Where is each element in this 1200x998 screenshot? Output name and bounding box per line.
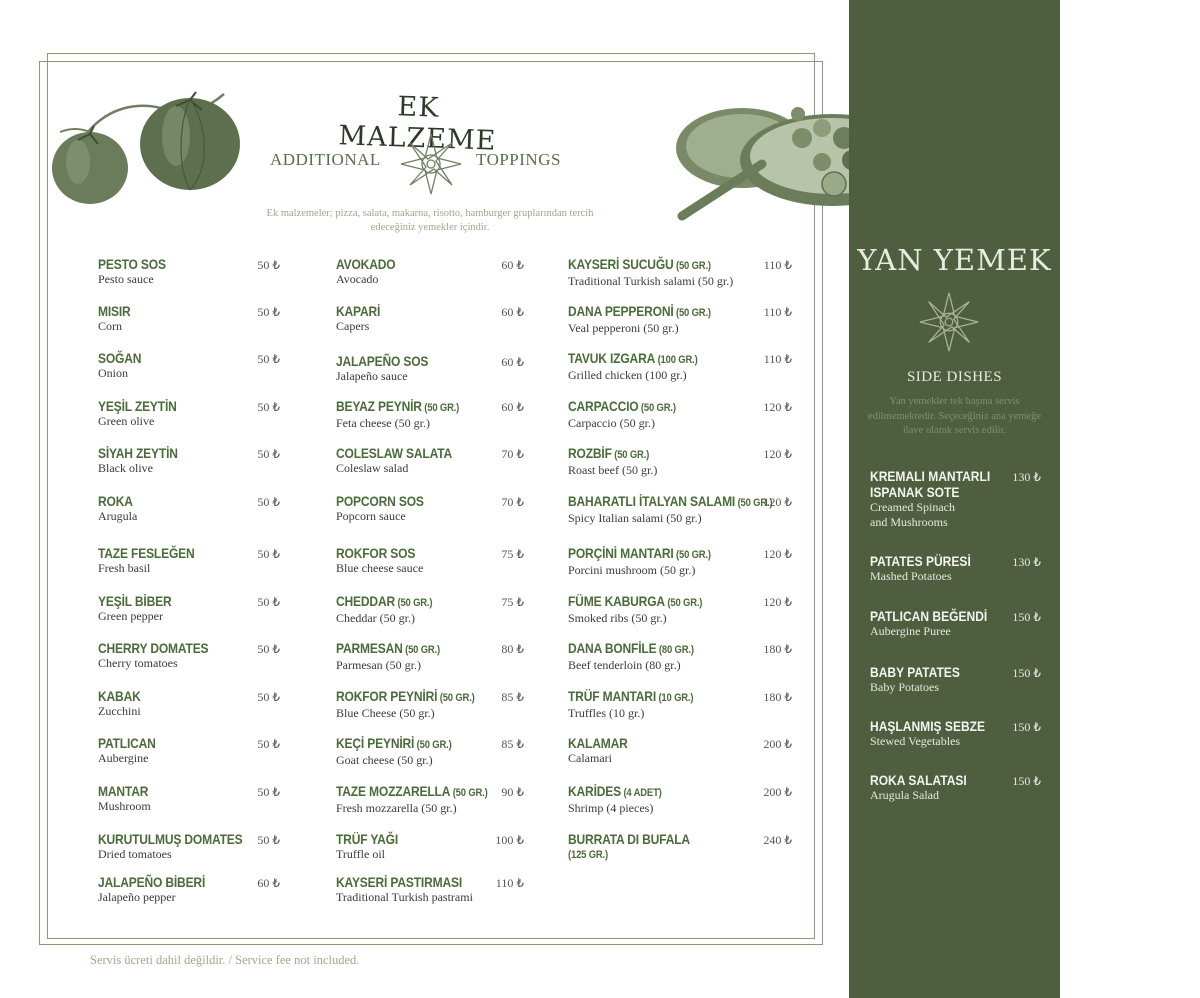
item-name	[336, 831, 398, 847]
item-price: 180 ₺	[763, 690, 792, 704]
item-quantity: (10 GR.)	[656, 692, 694, 704]
menu-item	[98, 545, 210, 576]
item-name	[568, 545, 711, 563]
item-price: 75 ₺	[501, 547, 524, 561]
item-name-text: DANA BONFİLE	[568, 640, 657, 656]
side-dish-price: 130 ₺	[1012, 555, 1041, 569]
side-dish-description: Baby Potatoes	[870, 680, 939, 694]
item-name-text: SOĞAN	[98, 350, 142, 366]
item-name-text: CHEDDAR	[336, 593, 396, 609]
item-description: Popcorn sauce	[336, 509, 406, 523]
item-description: Dried tomatoes	[98, 847, 172, 861]
menu-item	[568, 303, 734, 336]
menu-item	[568, 350, 719, 383]
item-name	[568, 256, 711, 274]
item-name-text: POPCORN SOS	[336, 493, 424, 509]
item-price: 50 ₺	[257, 547, 280, 561]
item-quantity: (50 GR.)	[673, 260, 711, 272]
page-title: EK MALZEME	[338, 91, 497, 157]
star-ornament-icon	[399, 132, 463, 196]
item-name	[336, 445, 452, 461]
menu-item	[98, 398, 189, 429]
item-description: Aubergine	[98, 751, 149, 765]
item-name-text: ROKFOR PEYNİRİ	[336, 688, 438, 704]
item-price: 50 ₺	[257, 833, 280, 847]
item-description: Goat cheese (50 gr.)	[336, 753, 433, 767]
item-name-text: KURUTULMUŞ DOMATES	[98, 831, 243, 847]
subtitle-right: TOPPINGS	[476, 150, 561, 169]
item-description: Roast beef (50 gr.)	[568, 463, 658, 477]
item-price: 60 ₺	[501, 305, 524, 319]
item-description: Corn	[98, 319, 122, 333]
side-note: Yan yemekler tek başına servis edilmemektedir. Seçeceğiniz ana yemeğe ilave olarak servis edilir.	[867, 396, 1042, 436]
item-description: Truffle oil	[336, 847, 386, 861]
item-name-text: BEYAZ PEYNİR	[336, 398, 422, 414]
menu-item	[336, 445, 471, 476]
item-name	[98, 493, 133, 509]
item-description: Jalapeño sauce	[336, 369, 408, 383]
menu-item	[568, 445, 662, 478]
item-description: Fresh basil	[98, 561, 151, 575]
item-description: Avocado	[336, 272, 379, 286]
item-name-text: KAYSERİ PASTIRMASI	[336, 874, 463, 890]
item-name	[568, 688, 693, 706]
item-description: Pesto sauce	[98, 272, 154, 286]
menu-item	[336, 874, 483, 905]
item-name	[98, 303, 131, 319]
menu-item	[336, 735, 470, 768]
side-dish-description: Aubergine Puree	[870, 624, 951, 638]
item-price: 80 ₺	[501, 642, 524, 656]
item-quantity: (50 GR.)	[414, 739, 452, 751]
item-name	[98, 640, 208, 656]
item-price: 50 ₺	[257, 690, 280, 704]
menu-item	[98, 640, 226, 671]
side-dish-name: BABY PATATES	[870, 664, 960, 680]
item-name-text: KAPARİ	[336, 303, 381, 319]
item-description: Smoked ribs (50 gr.)	[568, 611, 667, 625]
menu-item	[568, 735, 637, 766]
item-name-text: PORÇİNİ MANTARI	[568, 545, 674, 561]
item-price: 200 ₺	[763, 737, 792, 751]
service-fee-note: Servis ücreti dahil değildir. / Service fee not included.	[90, 953, 360, 967]
item-price: 50 ₺	[257, 642, 280, 656]
item-description: Capers	[336, 319, 370, 333]
item-quantity: (50 GR.)	[421, 402, 460, 414]
side-dish-description: Arugula Salad	[870, 788, 939, 802]
side-dish-description: Creamed Spinach	[870, 500, 955, 514]
item-name	[336, 545, 415, 561]
item-name-text: TRÜF YAĞI	[336, 831, 399, 847]
item-description: Blue Cheese (50 gr.)	[336, 706, 435, 720]
item-price: 120 ₺	[763, 447, 792, 461]
item-description: Onion	[98, 366, 128, 380]
item-name-text: ROZBİF	[568, 445, 612, 461]
item-price: 75 ₺	[501, 595, 524, 609]
item-price: 50 ₺	[257, 447, 280, 461]
menu-item	[98, 350, 148, 381]
menu-item	[568, 640, 714, 673]
item-price: 90 ₺	[501, 785, 524, 799]
item-price: 50 ₺	[257, 400, 280, 414]
item-price: 50 ₺	[257, 495, 280, 509]
item-name	[568, 640, 694, 658]
item-description: Traditional Turkish salami (50 gr.)	[568, 274, 734, 288]
item-name	[98, 874, 205, 890]
item-name-text: TAZE FESLEĞEN	[98, 545, 195, 561]
item-description: Zucchini	[98, 704, 141, 718]
item-price: 240 ₺	[763, 833, 792, 847]
item-price: 50 ₺	[257, 785, 280, 799]
item-name-text: PARMESAN	[336, 640, 403, 656]
subtitle-left: ADDITIONAL	[270, 150, 381, 169]
menu-item	[336, 256, 405, 287]
intro-text: Ek malzemeler; pizza, salata, makarna, risotto, hamburger gruplarından tercih edeceğiniz yemekler içindir.	[266, 208, 594, 233]
item-quantity: (100 GR.)	[655, 354, 698, 366]
star-ornament-icon	[918, 291, 980, 353]
item-name-text: KARİDES	[568, 783, 621, 799]
item-name	[568, 593, 702, 611]
item-description: Carpaccio (50 gr.)	[568, 416, 655, 430]
side-dish-description-line2: and Mushrooms	[870, 515, 948, 529]
item-quantity: (50 GR.)	[402, 644, 440, 656]
side-dish-price: 150 ₺	[1012, 610, 1041, 624]
item-name	[568, 783, 662, 801]
item-name-text: SİYAH ZEYTİN	[98, 445, 178, 461]
menu-item	[568, 831, 710, 863]
item-name	[336, 688, 475, 706]
side-dish-name: HAŞLANMIŞ SEBZE	[870, 718, 986, 734]
item-name	[98, 445, 178, 461]
menu-item	[336, 493, 438, 524]
side-dish-price: 130 ₺	[1012, 470, 1041, 484]
item-price: 120 ₺	[763, 595, 792, 609]
item-name-text: BURRATA DI BUFALA	[568, 831, 690, 847]
item-description: Cheddar (50 gr.)	[336, 611, 415, 625]
side-title: YAN YEMEK	[857, 243, 1052, 277]
item-name-text: PESTO SOS	[98, 256, 166, 272]
item-name-text: YEŞİL BİBER	[98, 593, 172, 609]
item-name-text: FÜME KABURGA	[568, 593, 665, 609]
item-description: Veal pepperoni (50 gr.)	[568, 321, 679, 335]
item-name-text: CHERRY DOMATES	[98, 640, 209, 656]
item-description: Truffles (10 gr.)	[568, 706, 645, 720]
item-name-text: DANA PEPPERONİ	[568, 303, 674, 319]
menu-item	[98, 593, 183, 624]
menu-item	[568, 398, 693, 431]
item-description: Porcini mushroom (50 gr.)	[568, 563, 696, 577]
item-price: 120 ₺	[763, 547, 792, 561]
item-name-text: ROKA	[98, 493, 133, 509]
tomato-illustration	[48, 88, 244, 208]
side-dish-name: PATLICAN BEĞENDİ	[870, 608, 988, 624]
item-name-text: TRÜF MANTARI	[568, 688, 657, 704]
item-price: 50 ₺	[257, 258, 280, 272]
item-description: Blue cheese sauce	[336, 561, 424, 575]
item-name	[336, 874, 462, 890]
item-price: 60 ₺	[257, 876, 280, 890]
item-name-text: YEŞİL ZEYTİN	[98, 398, 177, 414]
item-name	[98, 735, 156, 751]
side-subtitle: SIDE DISHES	[906, 369, 1003, 385]
item-price: 60 ₺	[501, 258, 524, 272]
item-price: 120 ₺	[763, 495, 792, 509]
item-name	[568, 350, 698, 368]
item-price: 110 ₺	[763, 352, 792, 366]
item-description: Green pepper	[98, 609, 163, 623]
item-name-text: BAHARATLI İTALYAN SALAMI	[568, 493, 736, 509]
item-price: 70 ₺	[501, 447, 524, 461]
item-description: Traditional Turkish pastrami	[336, 890, 473, 904]
item-name	[98, 350, 141, 366]
item-description: Parmesan (50 gr.)	[336, 658, 421, 672]
item-price: 85 ₺	[501, 690, 524, 704]
item-name-text: PATLICAN	[98, 735, 156, 751]
item-price: 110 ₺	[763, 305, 792, 319]
item-quantity: (80 GR.)	[656, 644, 694, 656]
item-price: 85 ₺	[501, 737, 524, 751]
item-description: (125 GR.)	[568, 849, 608, 861]
item-price: 50 ₺	[257, 305, 280, 319]
item-price: 60 ₺	[501, 355, 524, 369]
item-price: 70 ₺	[501, 495, 524, 509]
item-name-text: KEÇİ PEYNİRİ	[336, 735, 415, 751]
menu-item	[98, 874, 223, 905]
item-name-text: KALAMAR	[568, 735, 628, 751]
item-name	[568, 831, 690, 847]
side-dish-name-line2: ISPANAK SOTE	[870, 484, 960, 500]
item-price: 120 ₺	[763, 400, 792, 414]
item-name	[336, 493, 424, 509]
item-name-text: CARPACCIO	[568, 398, 639, 414]
item-quantity: (50 GR.)	[735, 497, 773, 509]
item-description: Green olive	[98, 414, 155, 428]
menu-item	[336, 398, 479, 431]
item-quantity: (50 GR.)	[664, 597, 703, 609]
item-name	[98, 783, 148, 799]
menu-item	[98, 445, 191, 476]
item-price: 200 ₺	[763, 785, 792, 799]
menu-item	[336, 593, 448, 626]
item-description: Feta cheese (50 gr.)	[336, 416, 430, 430]
menu-item	[568, 688, 714, 721]
item-name	[336, 398, 459, 416]
menu-item	[98, 256, 177, 287]
item-price: 110 ₺	[495, 876, 524, 890]
side-dish-price: 150 ₺	[1012, 720, 1041, 734]
side-dishes-panel	[849, 0, 1060, 998]
item-name	[568, 735, 628, 751]
menu-item	[336, 545, 428, 576]
item-price: 50 ₺	[257, 352, 280, 366]
item-description: Arugula	[98, 509, 138, 523]
item-name-text: KAYSERİ SUCUĞU	[568, 256, 674, 272]
item-description: Cherry tomatoes	[98, 656, 178, 670]
item-quantity: (50 GR.)	[673, 307, 711, 319]
item-name	[568, 303, 711, 321]
item-name	[336, 640, 440, 658]
side-dish-price: 150 ₺	[1012, 666, 1041, 680]
item-description: Shrimp (4 pieces)	[568, 801, 654, 815]
item-description: Beef tenderloin (80 gr.)	[568, 658, 681, 672]
item-name	[568, 445, 649, 463]
item-description: Mushroom	[98, 799, 151, 813]
item-description: Coleslaw salad	[336, 461, 409, 475]
item-name	[98, 545, 195, 561]
menu-item	[336, 831, 408, 862]
side-dish-name: ROKA SALATASI	[870, 772, 967, 788]
menu-item	[98, 688, 148, 719]
item-name	[98, 256, 166, 272]
item-description: Spicy Italian salami (50 gr.)	[568, 511, 702, 525]
item-name-text: COLESLAW SALATA	[336, 445, 453, 461]
item-name-text: KABAK	[98, 688, 141, 704]
item-name-text: TAVUK IZGARA	[568, 350, 656, 366]
item-quantity: (4 ADET)	[620, 787, 662, 799]
item-name	[568, 398, 676, 416]
menu-item	[98, 493, 138, 524]
item-price: 110 ₺	[763, 258, 792, 272]
item-name	[336, 256, 395, 272]
item-name-text: ROKFOR SOS	[336, 545, 416, 561]
side-dish-description: Mashed Potatoes	[870, 569, 952, 583]
item-quantity: (50 GR.)	[638, 402, 676, 414]
item-name-text: AVOKADO	[336, 256, 396, 272]
item-price: 50 ₺	[257, 595, 280, 609]
item-quantity: (50 GR.)	[437, 692, 475, 704]
item-name-text: JALAPEÑO SOS	[336, 353, 429, 369]
item-price: 100 ₺	[495, 833, 524, 847]
item-description: Fresh mozzarella (50 gr.)	[336, 801, 457, 815]
menu-item	[98, 783, 156, 814]
item-description: Black olive	[98, 461, 153, 475]
item-description: Calamari	[568, 751, 612, 765]
item-price: 50 ₺	[257, 737, 280, 751]
item-name	[98, 688, 141, 704]
item-name	[98, 398, 177, 414]
menu-item	[336, 303, 387, 334]
menu-item	[98, 303, 136, 334]
item-quantity: (50 GR.)	[673, 549, 711, 561]
item-quantity: (50 GR.)	[450, 787, 488, 799]
item-name	[336, 593, 432, 611]
item-quantity: (50 GR.)	[611, 449, 650, 461]
item-name-text: MANTAR	[98, 783, 149, 799]
item-description: Jalapeño pepper	[98, 890, 176, 904]
item-name	[98, 593, 171, 609]
menu-item	[336, 353, 443, 384]
side-dish-name: PATATES PÜRESİ	[870, 553, 971, 569]
item-name-text: TAZE MOZZARELLA	[336, 783, 451, 799]
menu-item	[568, 593, 724, 626]
side-dish-description: Stewed Vegetables	[870, 734, 961, 748]
item-description: Grilled chicken (100 gr.)	[568, 368, 687, 382]
item-price: 180 ₺	[763, 642, 792, 656]
item-name	[336, 353, 428, 369]
side-dish-price: 150 ₺	[1012, 774, 1041, 788]
menu-item	[336, 640, 457, 673]
item-name-text: MISIR	[98, 303, 131, 319]
item-quantity: (50 GR.)	[395, 597, 433, 609]
menu-item	[568, 256, 734, 289]
item-name	[336, 735, 452, 753]
item-name-text: JALAPEÑO BİBERİ	[98, 874, 206, 890]
menu-item	[98, 735, 165, 766]
side-dish-name: KREMALI MANTARLI	[870, 468, 991, 484]
item-name	[336, 303, 380, 319]
menu-item	[568, 783, 677, 816]
item-price: 60 ₺	[501, 400, 524, 414]
menu-item	[568, 545, 734, 578]
